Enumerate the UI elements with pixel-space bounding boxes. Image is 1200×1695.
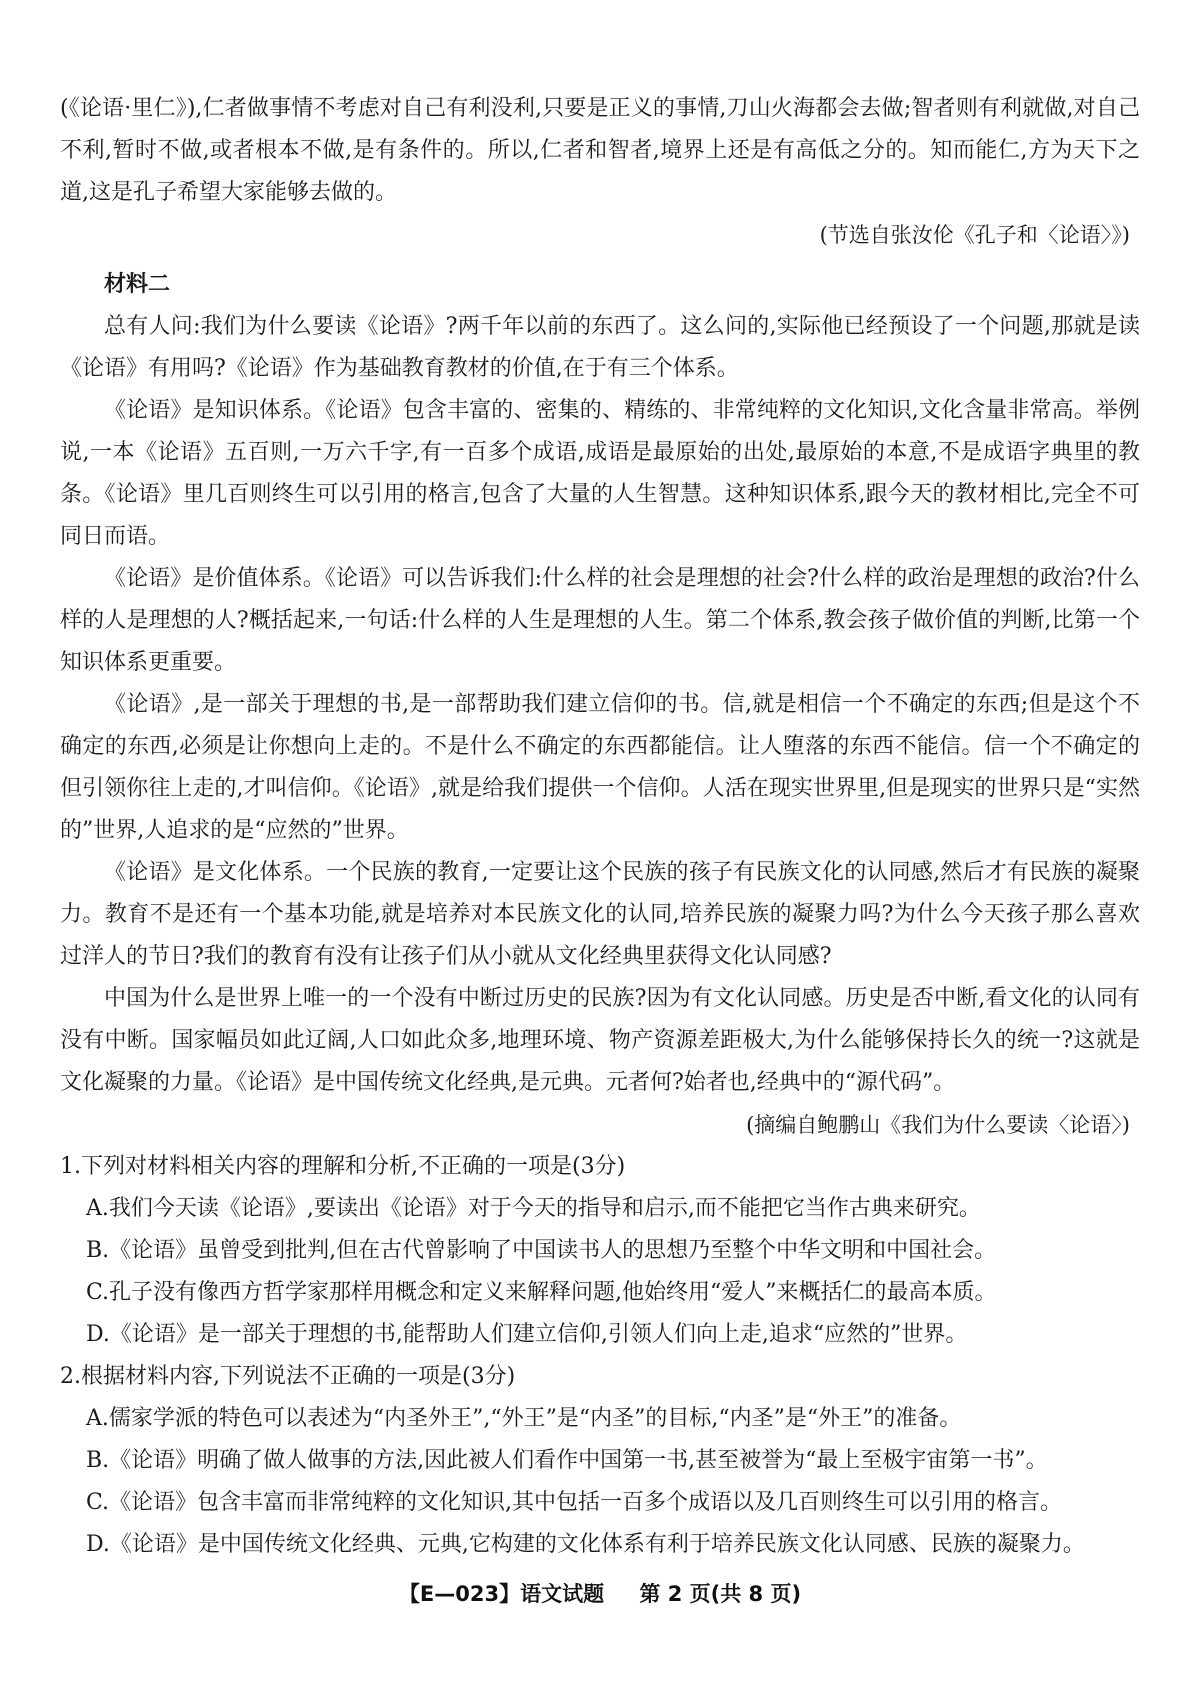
material1-source: (节选自张汝伦《孔子和〈论语〉》): [819, 223, 1130, 247]
question-1-option-c: C.孔子没有像西方哲学家那样用概念和定义来解释问题,他始终用“爱人”来概括仁的最高本质。: [86, 1280, 997, 1305]
material2-paragraph: 《论语》,是一部关于理想的书,是一部帮助我们建立信仰的书。信,就是相信一个不确定的东西;但是这个不确定的东西,必须是让你想向上走的。不是什么不确定的东西都能信。让人堕落的东西不能信。信一个不确定的但引领你往上走的,才叫信仰。《论语》,就是给我们提供一个信仰。人活在现实世界里,但是现实的世界只是“实然的”世界,人追求的是“应然的”世界。: [60, 692, 1140, 843]
exam-code-subject: 【E—023】语文试题: [398, 1582, 605, 1606]
question-1-stem: 1.下列对材料相关内容的理解和分析,不正确的一项是(3分): [60, 1154, 626, 1179]
material2-source: (摘编自鲍鹏山《我们为什么要读〈论语〉): [746, 1113, 1130, 1137]
material2-title: 材料二: [104, 272, 171, 297]
page-number: 第 2 页(共 8 页): [639, 1582, 802, 1606]
question-1-option-d: D.《论语》是一部关于理想的书,能帮助人们建立信仰,引领人们向上走,追求“应然的”世界。: [86, 1322, 968, 1347]
exam-page: [60, 88, 1140, 1566]
question-2-option-c: C.《论语》包含丰富而非常纯粹的文化知识,其中包括一百多个成语以及几百则终生可以引用的格言。: [86, 1490, 1063, 1515]
question-1-option-a: A.我们今天读《论语》,要读出《论语》对于今天的指导和启示,而不能把它当作古典来研究。: [86, 1196, 981, 1221]
material2-paragraph: 《论语》是知识体系。《论语》包含丰富的、密集的、精练的、非常纯粹的文化知识,文化含量非常高。举例说,一本《论语》五百则,一万六千字,有一百多个成语,成语是最原始的出处,最原始的本意,不是成语字典里的教条。《论语》里几百则终生可以引用的格言,包含了大量的人生智慧。这种知识体系,跟今天的教材相比,完全不可同日而语。: [60, 398, 1140, 549]
question-2-option-b: B.《论语》明确了做人做事的方法,因此被人们看作中国第一书,甚至被誉为“最上至极宇宙第一书”。: [86, 1448, 1048, 1473]
page-footer: [0, 1578, 1200, 1608]
material1-tail-paragraph: (《论语·里仁》),仁者做事情不考虑对自己有利没利,只要是正义的事情,刀山火海都会去做;智者则有利就做,对自己不利,暂时不做,或者根本不做,是有条件的。所以,仁者和智者,境界上还是有高低之分的。知而能仁,方为天下之道,这是孔子希望大家能够去做的。: [60, 96, 1140, 205]
question-2-option-d: D.《论语》是中国传统文化经典、元典,它构建的文化体系有利于培养民族文化认同感、民族的凝聚力。: [86, 1532, 1085, 1557]
material2-paragraph: 《论语》是文化体系。一个民族的教育,一定要让这个民族的孩子有民族文化的认同感,然后才有民族的凝聚力。教育不是还有一个基本功能,就是培养对本民族文化的认同,培养民族的凝聚力吗?为什么今天孩子那么喜欢过洋人的节日?我们的教育有没有让孩子们从小就从文化经典里获得文化认同感?: [60, 860, 1140, 969]
material2-paragraph: 中国为什么是世界上唯一的一个没有中断过历史的民族?因为有文化认同感。历史是否中断,看文化的认同有没有中断。国家幅员如此辽阔,人口如此众多,地理环境、物产资源差距极大,为什么能够保持长久的统一?这就是文化凝聚的力量。《论语》是中国传统文化经典,是元典。元者何?始者也,经典中的“源代码”。: [60, 986, 1140, 1095]
material2-paragraph: 总有人问:我们为什么要读《论语》?两千年以前的东西了。这么问的,实际他已经预设了一个问题,那就是读《论语》有用吗?《论语》作为基础教育教材的价值,在于有三个体系。: [60, 314, 1140, 381]
question-1-option-b: B.《论语》虽曾受到批判,但在古代曾影响了中国读书人的思想乃至整个中华文明和中国社会。: [86, 1238, 997, 1263]
question-2-option-a: A.儒家学派的特色可以表述为“内圣外王”,“外王”是“内圣”的目标,“内圣”是“外王”的准备。: [86, 1406, 962, 1431]
question-2-stem: 2.根据材料内容,下列说法不正确的一项是(3分): [60, 1364, 516, 1389]
material2-paragraph: 《论语》是价值体系。《论语》可以告诉我们:什么样的社会是理想的社会?什么样的政治是理想的政治?什么样的人是理想的人?概括起来,一句话:什么样的人生是理想的人生。第二个体系,教会孩子做价值的判断,比第一个知识体系更重要。: [60, 566, 1140, 675]
